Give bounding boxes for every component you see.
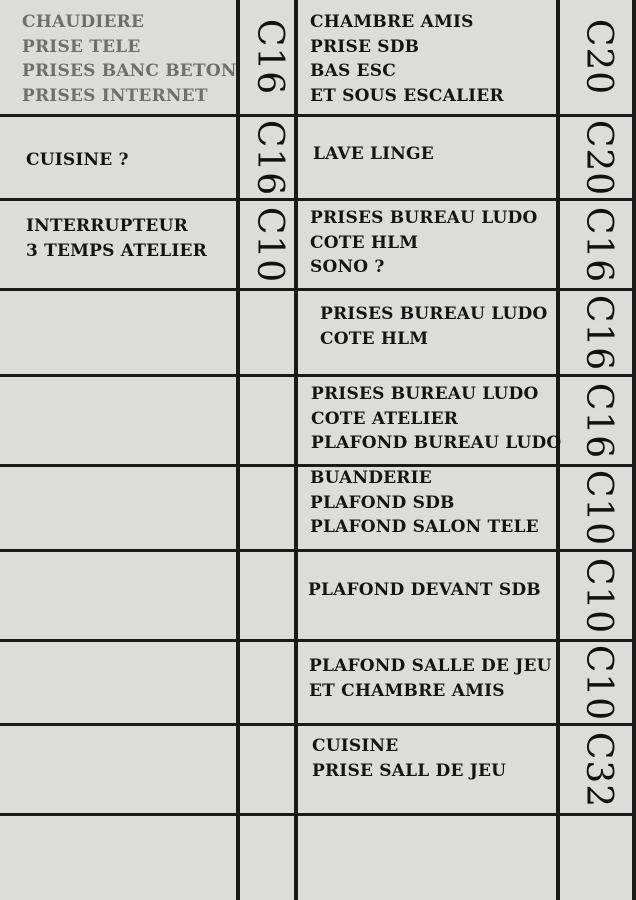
right-circuit-label-line: CHAMBRE AMIS xyxy=(310,12,474,32)
right-circuit-label-line: COTE HLM xyxy=(310,232,419,253)
row-divider xyxy=(0,374,636,377)
right-circuit-label xyxy=(313,142,434,167)
column-divider xyxy=(294,0,298,900)
row-divider xyxy=(0,813,636,816)
right-circuit-label-line: PRISE SALL DE JEU xyxy=(312,760,507,781)
right-circuit-label-line: LAVE LINGE xyxy=(313,144,434,164)
left-breaker-rating: C16 xyxy=(249,119,290,196)
right-circuit-label-line: COTE ATELIER xyxy=(311,408,459,429)
column-divider xyxy=(632,0,636,900)
right-breaker-rating: C16 xyxy=(578,382,619,459)
right-breaker-rating: C10 xyxy=(578,644,619,721)
row-divider xyxy=(0,639,636,642)
right-circuit-label-line: SONO ? xyxy=(310,257,385,277)
left-circuit-label xyxy=(26,214,207,263)
right-circuit-label-line: PLAFOND BUREAU LUDO xyxy=(311,433,562,453)
right-breaker-rating: C10 xyxy=(578,557,619,634)
right-circuit-label xyxy=(311,382,561,456)
left-circuit-label-line: CUISINE ? xyxy=(26,150,129,170)
row-divider xyxy=(0,549,636,552)
left-circuit-label xyxy=(26,148,129,173)
right-circuit-label xyxy=(310,10,504,108)
left-circuit-label-line: PRISES BANC BETON xyxy=(22,61,237,81)
right-circuit-label xyxy=(308,578,541,603)
right-circuit-label-line: PLAFOND SALON TELE xyxy=(310,517,539,537)
left-circuit-label-line: 3 TEMPS ATELIER xyxy=(26,240,208,261)
row-divider xyxy=(0,198,636,201)
row-divider xyxy=(0,288,636,291)
right-breaker-rating: C20 xyxy=(578,119,619,196)
right-circuit-label-line: PLAFOND DEVANT SDB xyxy=(308,580,541,600)
left-circuit-label-line: CHAUDIERE xyxy=(22,12,145,32)
right-breaker-rating: C16 xyxy=(578,206,619,283)
left-circuit-label xyxy=(22,10,237,108)
right-circuit-label-line: PRISE SDB xyxy=(310,36,420,57)
right-circuit-label-line: BAS ESC xyxy=(310,61,396,81)
right-breaker-rating: C20 xyxy=(578,18,619,96)
right-circuit-label-line: PLAFOND SDB xyxy=(310,492,455,513)
right-circuit-label-line: ET SOUS ESCALIER xyxy=(310,85,504,106)
right-circuit-label-line: BUANDERIE xyxy=(310,468,432,488)
right-circuit-label-line: PRISES BUREAU LUDO xyxy=(310,208,538,228)
right-breaker-rating: C16 xyxy=(578,294,619,371)
right-circuit-label-line: PRISES BUREAU LUDO xyxy=(311,384,539,404)
right-circuit-label xyxy=(310,466,539,540)
right-circuit-label-line: PLAFOND SALLE DE JEU xyxy=(309,656,552,676)
right-circuit-label xyxy=(309,654,552,703)
right-circuit-label xyxy=(312,734,506,783)
right-breaker-rating: C32 xyxy=(578,731,619,808)
left-circuit-label-line: INTERRUPTEUR xyxy=(26,216,188,236)
left-breaker-rating: C16 xyxy=(249,18,290,96)
left-circuit-label-line: PRISES INTERNET xyxy=(22,85,208,106)
right-breaker-rating: C10 xyxy=(578,469,619,547)
column-divider xyxy=(236,0,240,900)
row-divider xyxy=(0,114,636,117)
right-circuit-label-line: CUISINE xyxy=(312,736,399,756)
right-circuit-label-line: PRISES BUREAU LUDO xyxy=(320,304,548,324)
right-circuit-label xyxy=(310,206,538,280)
left-circuit-label-line: PRISE TELE xyxy=(22,36,141,57)
right-circuit-label-line: ET CHAMBRE AMIS xyxy=(309,680,505,701)
row-divider xyxy=(0,723,636,726)
right-circuit-label xyxy=(320,302,548,351)
left-breaker-rating: C10 xyxy=(249,206,290,283)
right-circuit-label-line: COTE HLM xyxy=(320,328,429,349)
